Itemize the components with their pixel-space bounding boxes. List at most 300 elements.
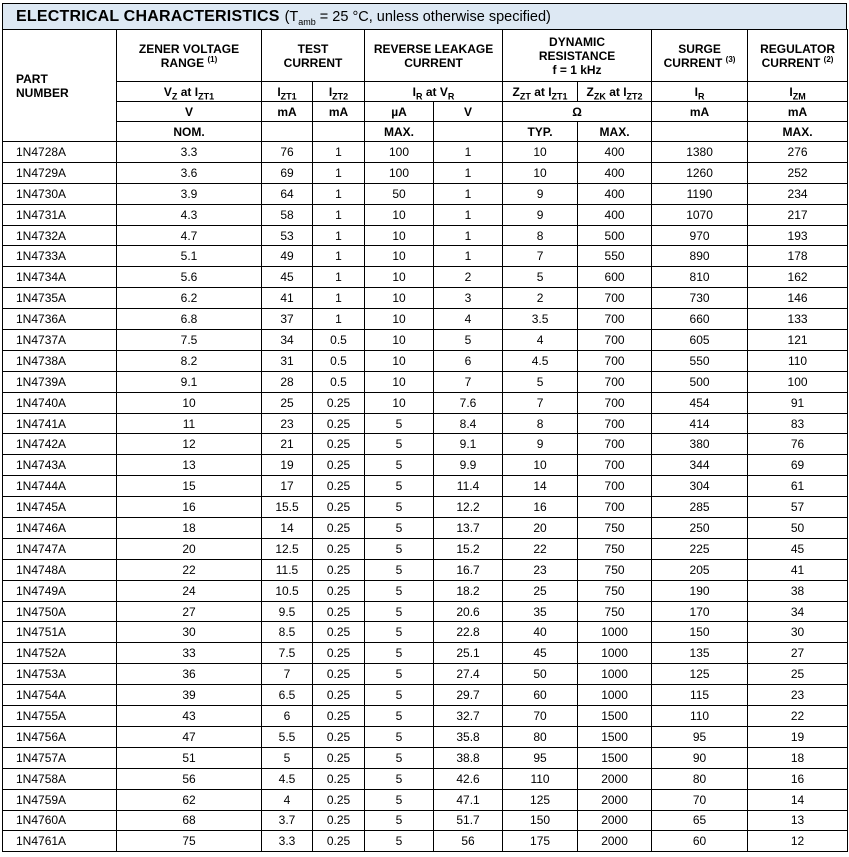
cell-ir: 10 <box>365 225 434 246</box>
cell-ir: 5 <box>365 538 434 559</box>
table-row <box>3 601 848 622</box>
cell-surge-current: 225 <box>652 538 748 559</box>
cell-izm: 18 <box>748 747 848 768</box>
cell-izm: 16 <box>748 768 848 789</box>
cell-vr: 2 <box>434 267 503 288</box>
table-row <box>3 476 848 497</box>
cell-ir: 5 <box>365 685 434 706</box>
cell-part-number: 1N4751A <box>3 622 117 643</box>
regulator-current-header: REGULATOR CURRENT $^{(2)}$ <box>748 30 848 82</box>
cell-surge-current: 285 <box>652 497 748 518</box>
cell-ir: 5 <box>365 413 434 434</box>
cell-izm: 23 <box>748 685 848 706</box>
cell-izt1: 9.5 <box>262 601 313 622</box>
table-row <box>3 497 848 518</box>
cell-zzk: 500 <box>578 225 652 246</box>
cell-izt2: 0.25 <box>313 831 365 852</box>
cell-ir: 10 <box>365 204 434 225</box>
cell-zzt: 4.5 <box>503 350 578 371</box>
cell-zzt: 60 <box>503 685 578 706</box>
table-row <box>3 267 848 288</box>
cell-zener-voltage: 13 <box>117 455 262 476</box>
cell-izt2: 0.25 <box>313 768 365 789</box>
datasheet-section <box>2 3 847 852</box>
cell-surge-current: 730 <box>652 288 748 309</box>
cell-ir: 5 <box>365 559 434 580</box>
section-conditions: ($T_{amb} = 25$ °C, unless otherwise specified) <box>284 8 551 27</box>
vz-symbol: $V_Z$ at $I_{ZT1}$ <box>117 82 262 102</box>
cell-zzk: 2000 <box>578 831 652 852</box>
cell-ir: 10 <box>365 350 434 371</box>
cell-izt2: 0.25 <box>313 518 365 539</box>
table-row <box>3 831 848 852</box>
izm-symbol: $I_{ZM}$ <box>748 82 848 102</box>
cell-vr: 4 <box>434 309 503 330</box>
cell-izm: 69 <box>748 455 848 476</box>
cell-izt2: 0.25 <box>313 747 365 768</box>
cell-ir: 5 <box>365 664 434 685</box>
cell-ir: 5 <box>365 497 434 518</box>
cell-vr: 42.6 <box>434 768 503 789</box>
cell-zzk: 400 <box>578 142 652 163</box>
cell-zener-voltage: 4.3 <box>117 204 262 225</box>
cell-zzt: 40 <box>503 622 578 643</box>
vr-limit <box>434 122 503 142</box>
cell-surge-current: 190 <box>652 580 748 601</box>
cell-izm: 14 <box>748 789 848 810</box>
reverse-leakage-header: REVERSE LEAKAGE CURRENT <box>365 30 503 82</box>
cell-zzt: 95 <box>503 747 578 768</box>
cell-vr: 32.7 <box>434 706 503 727</box>
table-row <box>3 580 848 601</box>
cell-surge-current: 660 <box>652 309 748 330</box>
cell-izt1: 5.5 <box>262 726 313 747</box>
cell-zzt: 9 <box>503 204 578 225</box>
cell-izm: 76 <box>748 434 848 455</box>
vr-unit: V <box>434 102 503 122</box>
table-row <box>3 142 848 163</box>
table-row <box>3 747 848 768</box>
cell-part-number: 1N4737A <box>3 330 117 351</box>
cell-ir: 50 <box>365 183 434 204</box>
cell-zener-voltage: 3.6 <box>117 162 262 183</box>
cell-vr: 1 <box>434 246 503 267</box>
cell-zener-voltage: 43 <box>117 706 262 727</box>
cell-vr: 27.4 <box>434 664 503 685</box>
table-row <box>3 685 848 706</box>
table-row <box>3 350 848 371</box>
cell-izt1: 28 <box>262 371 313 392</box>
cell-izt2: 1 <box>313 267 365 288</box>
cell-vr: 1 <box>434 225 503 246</box>
surge-unit: mA <box>652 102 748 122</box>
cell-zzk: 700 <box>578 392 652 413</box>
cell-surge-current: 970 <box>652 225 748 246</box>
cell-izm: 100 <box>748 371 848 392</box>
cell-zzt: 8 <box>503 225 578 246</box>
cell-zzk: 1000 <box>578 664 652 685</box>
cell-vr: 47.1 <box>434 789 503 810</box>
cell-izt1: 76 <box>262 142 313 163</box>
cell-surge-current: 1070 <box>652 204 748 225</box>
table-row <box>3 246 848 267</box>
cell-zener-voltage: 12 <box>117 434 262 455</box>
cell-izt2: 1 <box>313 309 365 330</box>
cell-zzt: 2 <box>503 288 578 309</box>
cell-surge-current: 1190 <box>652 183 748 204</box>
cell-ir: 5 <box>365 768 434 789</box>
cell-zzt: 125 <box>503 789 578 810</box>
cell-izm: 22 <box>748 706 848 727</box>
cell-zzk: 1000 <box>578 622 652 643</box>
table-row <box>3 789 848 810</box>
ir-symbol: $I_R$ at $V_R$ <box>365 82 503 102</box>
cell-zzt: 9 <box>503 183 578 204</box>
zzt-limit: TYP. <box>503 122 578 142</box>
cell-izm: 30 <box>748 622 848 643</box>
cell-zzt: 4 <box>503 330 578 351</box>
cell-vr: 1 <box>434 183 503 204</box>
cell-ir: 5 <box>365 643 434 664</box>
cell-vr: 1 <box>434 142 503 163</box>
cell-part-number: 1N4740A <box>3 392 117 413</box>
cell-izm: 25 <box>748 664 848 685</box>
cell-surge-current: 110 <box>652 706 748 727</box>
cell-zzk: 700 <box>578 350 652 371</box>
cell-izm: 91 <box>748 392 848 413</box>
cell-izm: 193 <box>748 225 848 246</box>
cell-part-number: 1N4742A <box>3 434 117 455</box>
cell-surge-current: 550 <box>652 350 748 371</box>
cell-izt2: 0.25 <box>313 685 365 706</box>
izt1-symbol: $I_{ZT1}$ <box>262 82 313 102</box>
cell-part-number: 1N4760A <box>3 810 117 831</box>
cell-vr: 15.2 <box>434 538 503 559</box>
izt2-unit: mA <box>313 102 365 122</box>
surge-symbol: $I_R$ <box>652 82 748 102</box>
cell-zzk: 750 <box>578 601 652 622</box>
cell-zener-voltage: 3.3 <box>117 142 262 163</box>
cell-vr: 38.8 <box>434 747 503 768</box>
cell-vr: 35.8 <box>434 726 503 747</box>
cell-ir: 5 <box>365 706 434 727</box>
cell-part-number: 1N4734A <box>3 267 117 288</box>
cell-surge-current: 125 <box>652 664 748 685</box>
cell-zzk: 400 <box>578 162 652 183</box>
table-row <box>3 434 848 455</box>
cell-surge-current: 205 <box>652 559 748 580</box>
cell-ir: 5 <box>365 580 434 601</box>
header-limit-row <box>3 122 848 142</box>
cell-ir: 5 <box>365 601 434 622</box>
cell-zzt: 5 <box>503 267 578 288</box>
cell-vr: 9.9 <box>434 455 503 476</box>
cell-surge-current: 60 <box>652 831 748 852</box>
cell-ir: 5 <box>365 810 434 831</box>
part-number-header: PART NUMBER <box>3 30 117 142</box>
cell-izt2: 1 <box>313 183 365 204</box>
table-row <box>3 392 848 413</box>
cell-ir: 5 <box>365 455 434 476</box>
cell-izt2: 0.25 <box>313 413 365 434</box>
cell-surge-current: 890 <box>652 246 748 267</box>
cell-part-number: 1N4758A <box>3 768 117 789</box>
ir-unit: µA <box>365 102 434 122</box>
cell-part-number: 1N4731A <box>3 204 117 225</box>
cell-zener-voltage: 30 <box>117 622 262 643</box>
cell-ir: 10 <box>365 267 434 288</box>
cell-part-number: 1N4757A <box>3 747 117 768</box>
cell-zener-voltage: 8.2 <box>117 350 262 371</box>
cell-ir: 5 <box>365 747 434 768</box>
cell-izm: 61 <box>748 476 848 497</box>
section-title-bar <box>2 3 847 29</box>
table-row <box>3 643 848 664</box>
cell-vr: 11.4 <box>434 476 503 497</box>
cell-izt2: 0.25 <box>313 601 365 622</box>
cell-izt2: 0.25 <box>313 392 365 413</box>
cell-zener-voltage: 15 <box>117 476 262 497</box>
cell-zener-voltage: 33 <box>117 643 262 664</box>
cell-izt1: 10.5 <box>262 580 313 601</box>
cell-zener-voltage: 16 <box>117 497 262 518</box>
cell-izm: 110 <box>748 350 848 371</box>
cell-surge-current: 95 <box>652 726 748 747</box>
cell-izt2: 1 <box>313 162 365 183</box>
cell-izt1: 25 <box>262 392 313 413</box>
cell-izt1: 53 <box>262 225 313 246</box>
cell-vr: 22.8 <box>434 622 503 643</box>
header-symbol-row <box>3 82 848 102</box>
cell-zzt: 10 <box>503 142 578 163</box>
cell-surge-current: 605 <box>652 330 748 351</box>
cell-zener-voltage: 36 <box>117 664 262 685</box>
cell-izt2: 0.25 <box>313 664 365 685</box>
table-row <box>3 309 848 330</box>
cell-zzk: 700 <box>578 497 652 518</box>
cell-izt2: 0.25 <box>313 643 365 664</box>
cell-izt2: 0.25 <box>313 476 365 497</box>
cell-part-number: 1N4739A <box>3 371 117 392</box>
cell-zzk: 400 <box>578 204 652 225</box>
table-row <box>3 622 848 643</box>
cell-zzt: 3.5 <box>503 309 578 330</box>
cell-vr: 51.7 <box>434 810 503 831</box>
cell-zzt: 45 <box>503 643 578 664</box>
cell-part-number: 1N4748A <box>3 559 117 580</box>
cell-part-number: 1N4750A <box>3 601 117 622</box>
cell-vr: 7 <box>434 371 503 392</box>
ohm-unit: Ω <box>503 102 652 122</box>
cell-izm: 276 <box>748 142 848 163</box>
cell-ir: 5 <box>365 789 434 810</box>
zzk-limit: MAX. <box>578 122 652 142</box>
cell-izt1: 34 <box>262 330 313 351</box>
cell-izt1: 69 <box>262 162 313 183</box>
cell-zener-voltage: 47 <box>117 726 262 747</box>
cell-part-number: 1N4747A <box>3 538 117 559</box>
cell-surge-current: 70 <box>652 789 748 810</box>
cell-surge-current: 250 <box>652 518 748 539</box>
cell-zener-voltage: 22 <box>117 559 262 580</box>
izt2-symbol: $I_{ZT2}$ <box>313 82 365 102</box>
cell-zzk: 700 <box>578 434 652 455</box>
zzk-symbol: $Z_{ZK}$ at $I_{ZT2}$ <box>578 82 652 102</box>
cell-izm: 83 <box>748 413 848 434</box>
cell-zzk: 700 <box>578 330 652 351</box>
cell-part-number: 1N4733A <box>3 246 117 267</box>
cell-vr: 13.7 <box>434 518 503 539</box>
cell-izt1: 19 <box>262 455 313 476</box>
cell-zzk: 700 <box>578 413 652 434</box>
cell-izt1: 21 <box>262 434 313 455</box>
surge-current-header: SURGE CURRENT $^{(3)}$ <box>652 30 748 82</box>
cell-izt2: 0.25 <box>313 580 365 601</box>
cell-izm: 234 <box>748 183 848 204</box>
cell-izt2: 0.25 <box>313 559 365 580</box>
izt1-unit: mA <box>262 102 313 122</box>
cell-part-number: 1N4746A <box>3 518 117 539</box>
cell-ir: 10 <box>365 330 434 351</box>
cell-part-number: 1N4728A <box>3 142 117 163</box>
cell-vr: 7.6 <box>434 392 503 413</box>
cell-ir: 5 <box>365 476 434 497</box>
cell-izt2: 0.5 <box>313 330 365 351</box>
cell-izt1: 11.5 <box>262 559 313 580</box>
table-row <box>3 183 848 204</box>
cell-izt2: 0.25 <box>313 538 365 559</box>
cell-zener-voltage: 5.1 <box>117 246 262 267</box>
cell-ir: 5 <box>365 518 434 539</box>
cell-surge-current: 304 <box>652 476 748 497</box>
cell-vr: 9.1 <box>434 434 503 455</box>
cell-vr: 5 <box>434 330 503 351</box>
cell-zzt: 14 <box>503 476 578 497</box>
cell-izt1: 5 <box>262 747 313 768</box>
cell-izt2: 0.25 <box>313 726 365 747</box>
cell-izt2: 1 <box>313 204 365 225</box>
cell-part-number: 1N4744A <box>3 476 117 497</box>
cell-izt1: 6.5 <box>262 685 313 706</box>
cell-izt2: 0.25 <box>313 434 365 455</box>
cell-zener-voltage: 56 <box>117 768 262 789</box>
izt1-limit <box>262 122 313 142</box>
cell-zzk: 2000 <box>578 768 652 789</box>
cell-izm: 13 <box>748 810 848 831</box>
cell-izt2: 1 <box>313 142 365 163</box>
cell-izm: 121 <box>748 330 848 351</box>
cell-ir: 10 <box>365 288 434 309</box>
cell-part-number: 1N4736A <box>3 309 117 330</box>
cell-surge-current: 135 <box>652 643 748 664</box>
cell-zener-voltage: 3.9 <box>117 183 262 204</box>
cell-izt1: 23 <box>262 413 313 434</box>
cell-zzt: 10 <box>503 455 578 476</box>
cell-part-number: 1N4753A <box>3 664 117 685</box>
cell-zzt: 9 <box>503 434 578 455</box>
header-unit-row <box>3 102 848 122</box>
cell-zzt: 7 <box>503 392 578 413</box>
table-row <box>3 162 848 183</box>
cell-surge-current: 810 <box>652 267 748 288</box>
cell-zzt: 175 <box>503 831 578 852</box>
cell-zener-voltage: 10 <box>117 392 262 413</box>
cell-surge-current: 1380 <box>652 142 748 163</box>
cell-part-number: 1N4761A <box>3 831 117 852</box>
cell-ir: 10 <box>365 371 434 392</box>
cell-zener-voltage: 68 <box>117 810 262 831</box>
cell-izt1: 15.5 <box>262 497 313 518</box>
cell-zener-voltage: 6.8 <box>117 309 262 330</box>
table-row <box>3 371 848 392</box>
cell-vr: 56 <box>434 831 503 852</box>
cell-zzk: 750 <box>578 538 652 559</box>
cell-zener-voltage: 20 <box>117 538 262 559</box>
cell-ir: 10 <box>365 392 434 413</box>
cell-vr: 12.2 <box>434 497 503 518</box>
cell-zzk: 700 <box>578 455 652 476</box>
izm-unit: mA <box>748 102 848 122</box>
cell-izt1: 7 <box>262 664 313 685</box>
cell-zzt: 80 <box>503 726 578 747</box>
cell-zzt: 10 <box>503 162 578 183</box>
table-row <box>3 538 848 559</box>
cell-izm: 38 <box>748 580 848 601</box>
cell-vr: 25.1 <box>434 643 503 664</box>
cell-zzk: 2000 <box>578 789 652 810</box>
cell-zener-voltage: 18 <box>117 518 262 539</box>
cell-izt1: 45 <box>262 267 313 288</box>
cell-vr: 18.2 <box>434 580 503 601</box>
table-row <box>3 225 848 246</box>
cell-izm: 178 <box>748 246 848 267</box>
cell-izm: 34 <box>748 601 848 622</box>
cell-zzt: 16 <box>503 497 578 518</box>
cell-zener-voltage: 7.5 <box>117 330 262 351</box>
cell-zzk: 700 <box>578 476 652 497</box>
cell-ir: 5 <box>365 622 434 643</box>
cell-zzt: 5 <box>503 371 578 392</box>
cell-zzk: 1000 <box>578 685 652 706</box>
cell-surge-current: 500 <box>652 371 748 392</box>
section-title: ELECTRICAL CHARACTERISTICS <box>16 7 280 25</box>
cell-zener-voltage: 75 <box>117 831 262 852</box>
cell-surge-current: 380 <box>652 434 748 455</box>
cell-ir: 10 <box>365 309 434 330</box>
cell-izt1: 41 <box>262 288 313 309</box>
cell-surge-current: 454 <box>652 392 748 413</box>
cell-izt2: 0.5 <box>313 350 365 371</box>
cell-vr: 8.4 <box>434 413 503 434</box>
surge-limit <box>652 122 748 142</box>
header-group-row <box>3 30 848 82</box>
cell-izm: 57 <box>748 497 848 518</box>
cell-zener-voltage: 6.2 <box>117 288 262 309</box>
cell-part-number: 1N4752A <box>3 643 117 664</box>
table-row <box>3 559 848 580</box>
cell-ir: 5 <box>365 434 434 455</box>
electrical-characteristics-table <box>2 29 848 852</box>
cell-zener-voltage: 51 <box>117 747 262 768</box>
cell-zzt: 20 <box>503 518 578 539</box>
cell-surge-current: 170 <box>652 601 748 622</box>
cell-izt2: 0.25 <box>313 706 365 727</box>
cell-izt2: 0.5 <box>313 371 365 392</box>
cell-zzk: 1500 <box>578 726 652 747</box>
cell-ir: 5 <box>365 726 434 747</box>
cell-izm: 45 <box>748 538 848 559</box>
cell-part-number: 1N4759A <box>3 789 117 810</box>
